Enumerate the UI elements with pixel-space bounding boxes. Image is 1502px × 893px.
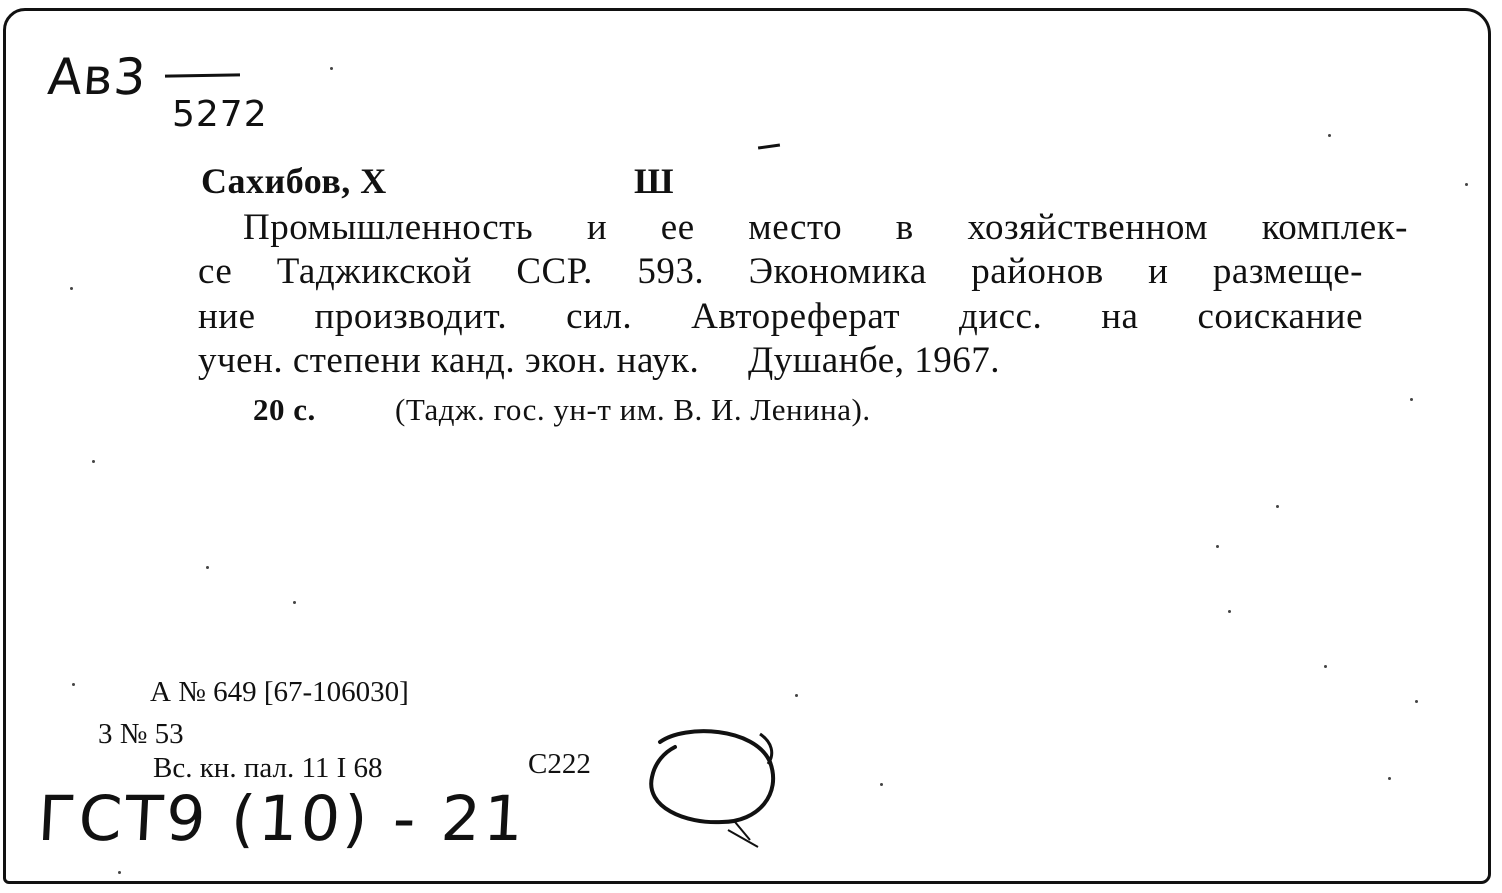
speck (1465, 183, 1468, 186)
speck (880, 783, 883, 786)
description-line: Промышленность и ее место в хозяйственном комплек- (243, 207, 1408, 248)
speck (72, 683, 75, 686)
speck (1410, 398, 1413, 401)
author-initial: Ш (634, 161, 675, 201)
speck (1324, 665, 1327, 668)
speck (795, 694, 798, 697)
call-number-value: 5272 (172, 94, 268, 135)
accession-z-number: 3 № 53 (98, 718, 184, 750)
author-heading: Сахибов, Х (201, 161, 387, 201)
speck (1415, 700, 1418, 703)
speck (1216, 545, 1219, 548)
description-line: учен. степени канд. экон. наук. Душанбе, 1967. (198, 340, 1000, 381)
speck (1328, 134, 1331, 137)
speck (92, 460, 95, 463)
publisher-note: (Тадж. гос. ун-т им. В. И. Ленина). (395, 392, 871, 427)
speck (330, 67, 333, 70)
description-line: ние производит. сил. Автореферат дисс. на соискание (198, 296, 1363, 337)
stamp-mark (640, 722, 790, 862)
speck (1228, 610, 1231, 613)
speck (1388, 777, 1391, 780)
call-number-prefix: Ав3 (45, 48, 149, 106)
speck (118, 871, 121, 874)
description-line: се Таджикской ССР. 593. Экономика районов и размеще- (198, 251, 1363, 292)
class-code: С222 (528, 748, 591, 780)
speck (293, 601, 296, 604)
accession-a-number: А № 649 [67-106030] (150, 676, 409, 708)
shelf-code-handwritten: ГСТ9 (10) - 21 (36, 782, 529, 855)
speck (206, 566, 209, 569)
page-count: 20 с. (253, 392, 316, 427)
speck (70, 287, 73, 290)
speck (1276, 505, 1279, 508)
received-date: Вс. кн. пал. 11 I 68 (153, 752, 383, 784)
